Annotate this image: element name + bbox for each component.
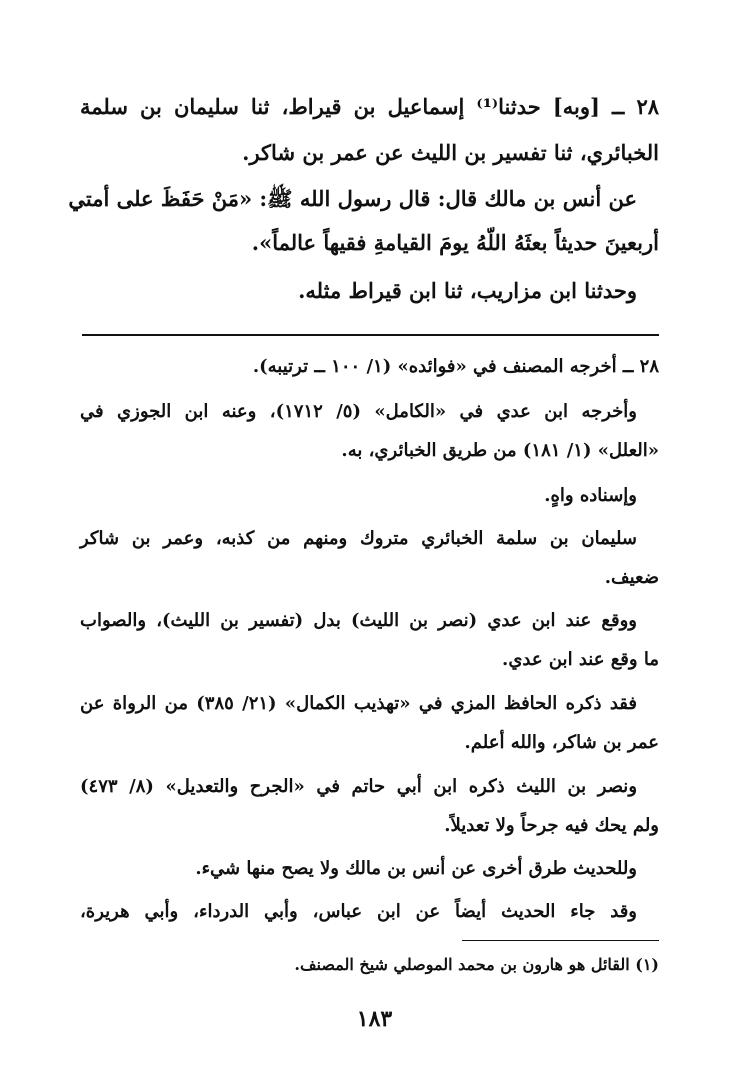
commentary-line-14: وقد جاء الحديث أيضاً عن ابن عباس، وأبي الدرداء، وأبي هريرة، [80, 901, 637, 922]
section-divider [82, 334, 659, 336]
hadith-line-1: ٢٨ ــ [وبه] حدثنا⁽¹⁾ إسماعيل بن قيراط، ثنا سليمان بن سلمة [80, 94, 659, 119]
commentary-line-7: ووقع عند ابن عدي (نصر بن الليث) بدل (تفسير بن الليث)، والصواب [80, 610, 637, 631]
page-number: ١٨٣ [356, 1006, 393, 1032]
footnote: (١) القائل هو هارون بن محمد الموصلي شيخ المصنف. [294, 955, 659, 974]
hadith-line-4: أربعينَ حديثاً بعثَهُ اللّهُ يومَ القيامةِ فقيهاً عالماً». [251, 230, 659, 255]
commentary-line-3: «العلل» (١/ ١٨١) من طريق الخبائري، به. [341, 440, 659, 461]
hadith-line-5: وحدثنا ابن مزاريب، ثنا ابن قيراط مثله. [298, 278, 637, 303]
commentary-line-11: ونصر بن الليث ذكره ابن أبي حاتم في «الجرح والتعديل» (٨/ ٤٧٣) [80, 776, 638, 797]
commentary-line-9: فقد ذكره الحافظ المزي في «تهذيب الكمال» (٢١/ ٣٨٥) من الرواة عن [80, 693, 637, 714]
commentary-line-10: عمر بن شاكر، والله أعلم. [464, 732, 659, 753]
commentary-line-13: وللحديث طرق أخرى عن أنس بن مالك ولا يصح منها شيء. [195, 858, 637, 879]
commentary-line-4: وإسناده واهٍ. [544, 485, 637, 506]
commentary-line-8: ما وقع عند ابن عدي. [502, 649, 659, 670]
commentary-line-12: ولم يحك فيه جرحاً ولا تعديلاً. [444, 815, 659, 836]
commentary-line-2: وأخرجه ابن عدي في «الكامل» (٥/ ١٧١٢)، وعنه ابن الجوزي في [80, 401, 637, 422]
commentary-line-1: ٢٨ ــ أخرجه المصنف في «فوائده» (١/ ١٠٠ ــ ترتيبه). [252, 356, 659, 377]
hadith-line-2: الخبائري، ثنا تفسير بن الليث عن عمر بن شاكر. [242, 140, 659, 165]
commentary-line-6: ضعيف. [604, 567, 659, 588]
footnote-divider [462, 940, 659, 941]
commentary-line-5: سليمان بن سلمة الخبائري متروك ومنهم من كذبه، وعمر بن شاكر [80, 528, 637, 549]
hadith-line-3: عن أنس بن مالك قال: قال رسول الله ﷺ: «مَنْ حَفَظَ على أمتي [68, 186, 637, 211]
